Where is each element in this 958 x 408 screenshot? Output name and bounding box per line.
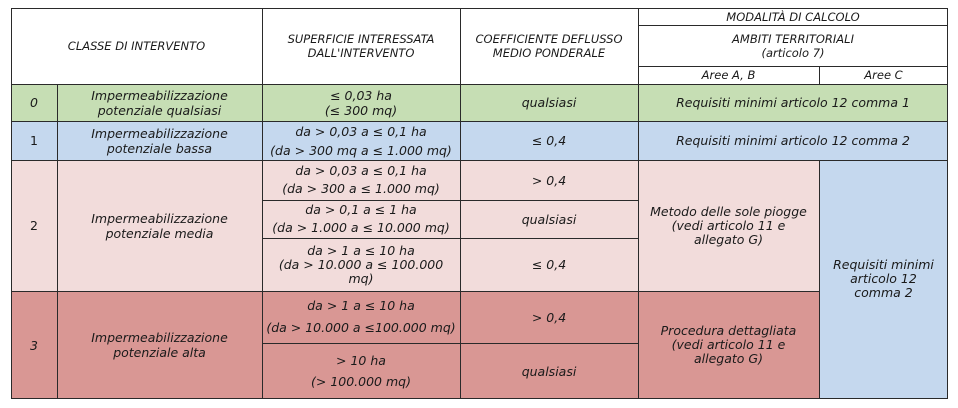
row3-sub2-superficie [262, 343, 460, 399]
row3-modalita-line2: (vedi articolo 11 e [671, 337, 786, 352]
row0-modalita: Requisiti minimi articolo 12 comma 1 [676, 95, 910, 110]
row2-sub1-superficie [262, 160, 460, 200]
row3-sub1-superficie-line2: (da > 10.000 a ≤100.000 mq) [266, 320, 456, 335]
row2-sub2-coefficiente: qualsiasi [521, 211, 577, 227]
row2-modalita-line2: (vedi articolo 11 e [671, 217, 786, 233]
row0-class-number: 0 [30, 95, 38, 110]
row2-sub2-superficie-line2: (da > 1.000 a ≤ 10.000 mq) [272, 220, 450, 235]
row2-sub3-coefficiente: ≤ 0,4 [531, 257, 567, 272]
row3-class-description [57, 291, 262, 399]
row3-modalita-line3: allegato G) [694, 351, 763, 366]
row1-modalita: Requisiti minimi articolo 12 comma 2 [676, 133, 910, 148]
row3-desc-line2: potenziale alta [113, 345, 206, 360]
header-aree-c: Aree C [864, 68, 903, 82]
header-superficie [262, 8, 460, 84]
row0-desc-line2: potenziale qualsiasi [97, 102, 222, 118]
row0-class-description [57, 84, 262, 121]
row2-class-description [57, 160, 262, 291]
row3-sub2-superficie-line2: (> 100.000 mq) [311, 374, 411, 389]
header-coefficiente [460, 8, 638, 84]
row1-coefficiente: ≤ 0,4 [531, 133, 567, 148]
row2-sub3-superficie-line3: mq) [348, 270, 374, 286]
aree-c-merged-modalita [819, 160, 948, 399]
row2-class-number: 2 [30, 218, 38, 233]
row3-sub2-coefficiente: qualsiasi [521, 363, 577, 379]
row2-desc-line1: Impermeabilizzazione [91, 210, 228, 226]
header-superficie-line1: SUPERFICIE INTERESSATA [287, 32, 435, 46]
header-ambiti-label: AMBITI TERRITORIALI [732, 31, 854, 46]
row0-coefficiente: qualsiasi [521, 95, 577, 110]
row2-sub2-superficie [262, 200, 460, 238]
row1-superficie [262, 121, 460, 160]
header-coefficiente-line1: COEFFICIENTE DEFLUSSO [475, 32, 623, 46]
row2-desc-line2: potenziale media [105, 225, 214, 241]
row2-sub2-superficie-line1: da > 0,1 a ≤ 1 ha [305, 202, 417, 217]
row1-class-number: 1 [30, 133, 38, 148]
row1-superficie-line2: (da > 300 mq a ≤ 1.000 mq) [270, 142, 452, 158]
row0-desc-line1: Impermeabilizzazione [91, 87, 228, 103]
row2-sub1-superficie-line1: da > 0,03 a ≤ 0,1 ha [295, 163, 427, 178]
row3-modalita-line1: Procedura dettagliata [660, 323, 797, 338]
row3-sub1-superficie-line1: da > 1 a ≤ 10 ha [307, 298, 415, 313]
row2-sub3-superficie [262, 238, 460, 291]
header-superficie-line2: DALL'INTERVENTO [307, 46, 415, 60]
header-coefficiente-line2: MEDIO PONDERALE [492, 46, 606, 60]
row0-superficie [262, 84, 460, 121]
row1-desc-line1: Impermeabilizzazione [91, 125, 228, 141]
row1-desc-line2: potenziale bassa [106, 140, 213, 156]
row2-sub3-superficie-line1: da > 1 a ≤ 10 ha [307, 242, 415, 258]
header-articolo-label: (articolo 7) [761, 45, 825, 60]
aree-c-line1: Requisiti minimi [833, 257, 934, 272]
row0-superficie-line1: ≤ 0,03 ha [330, 87, 392, 103]
row3-modalita-ab [638, 291, 819, 399]
row2-sub3-superficie-line2: (da > 10.000 a ≤ 100.000 [278, 256, 444, 272]
row2-modalita-line3: allegato G) [694, 231, 763, 247]
row3-desc-line1: Impermeabilizzazione [91, 330, 228, 345]
row3-sub1-superficie [262, 291, 460, 343]
header-aree-ab: Aree A, B [701, 68, 756, 82]
row0-superficie-line2: (≤ 300 mq) [324, 102, 398, 118]
row1-superficie-line1: da > 0,03 a ≤ 0,1 ha [295, 123, 427, 139]
row2-modalita-ab [638, 160, 819, 291]
row2-sub1-coefficiente: > 0,4 [531, 172, 567, 188]
row2-modalita-line1: Metodo delle sole piogge [650, 203, 807, 219]
aree-c-line2: articolo 12 [850, 271, 917, 286]
row3-sub1-coefficiente: > 0,4 [531, 309, 567, 325]
header-modalita: MODALITÀ DI CALCOLO [726, 9, 860, 24]
header-ambiti [638, 25, 948, 66]
row2-sub1-superficie-line2: (da > 300 a ≤ 1.000 mq) [282, 181, 440, 196]
header-classe: CLASSE DI INTERVENTO [67, 39, 206, 53]
row3-class-number: 3 [30, 337, 38, 353]
row1-class-description [57, 121, 262, 160]
aree-c-line3: comma 2 [854, 285, 913, 300]
row3-sub2-superficie-line1: > 10 ha [336, 353, 386, 368]
